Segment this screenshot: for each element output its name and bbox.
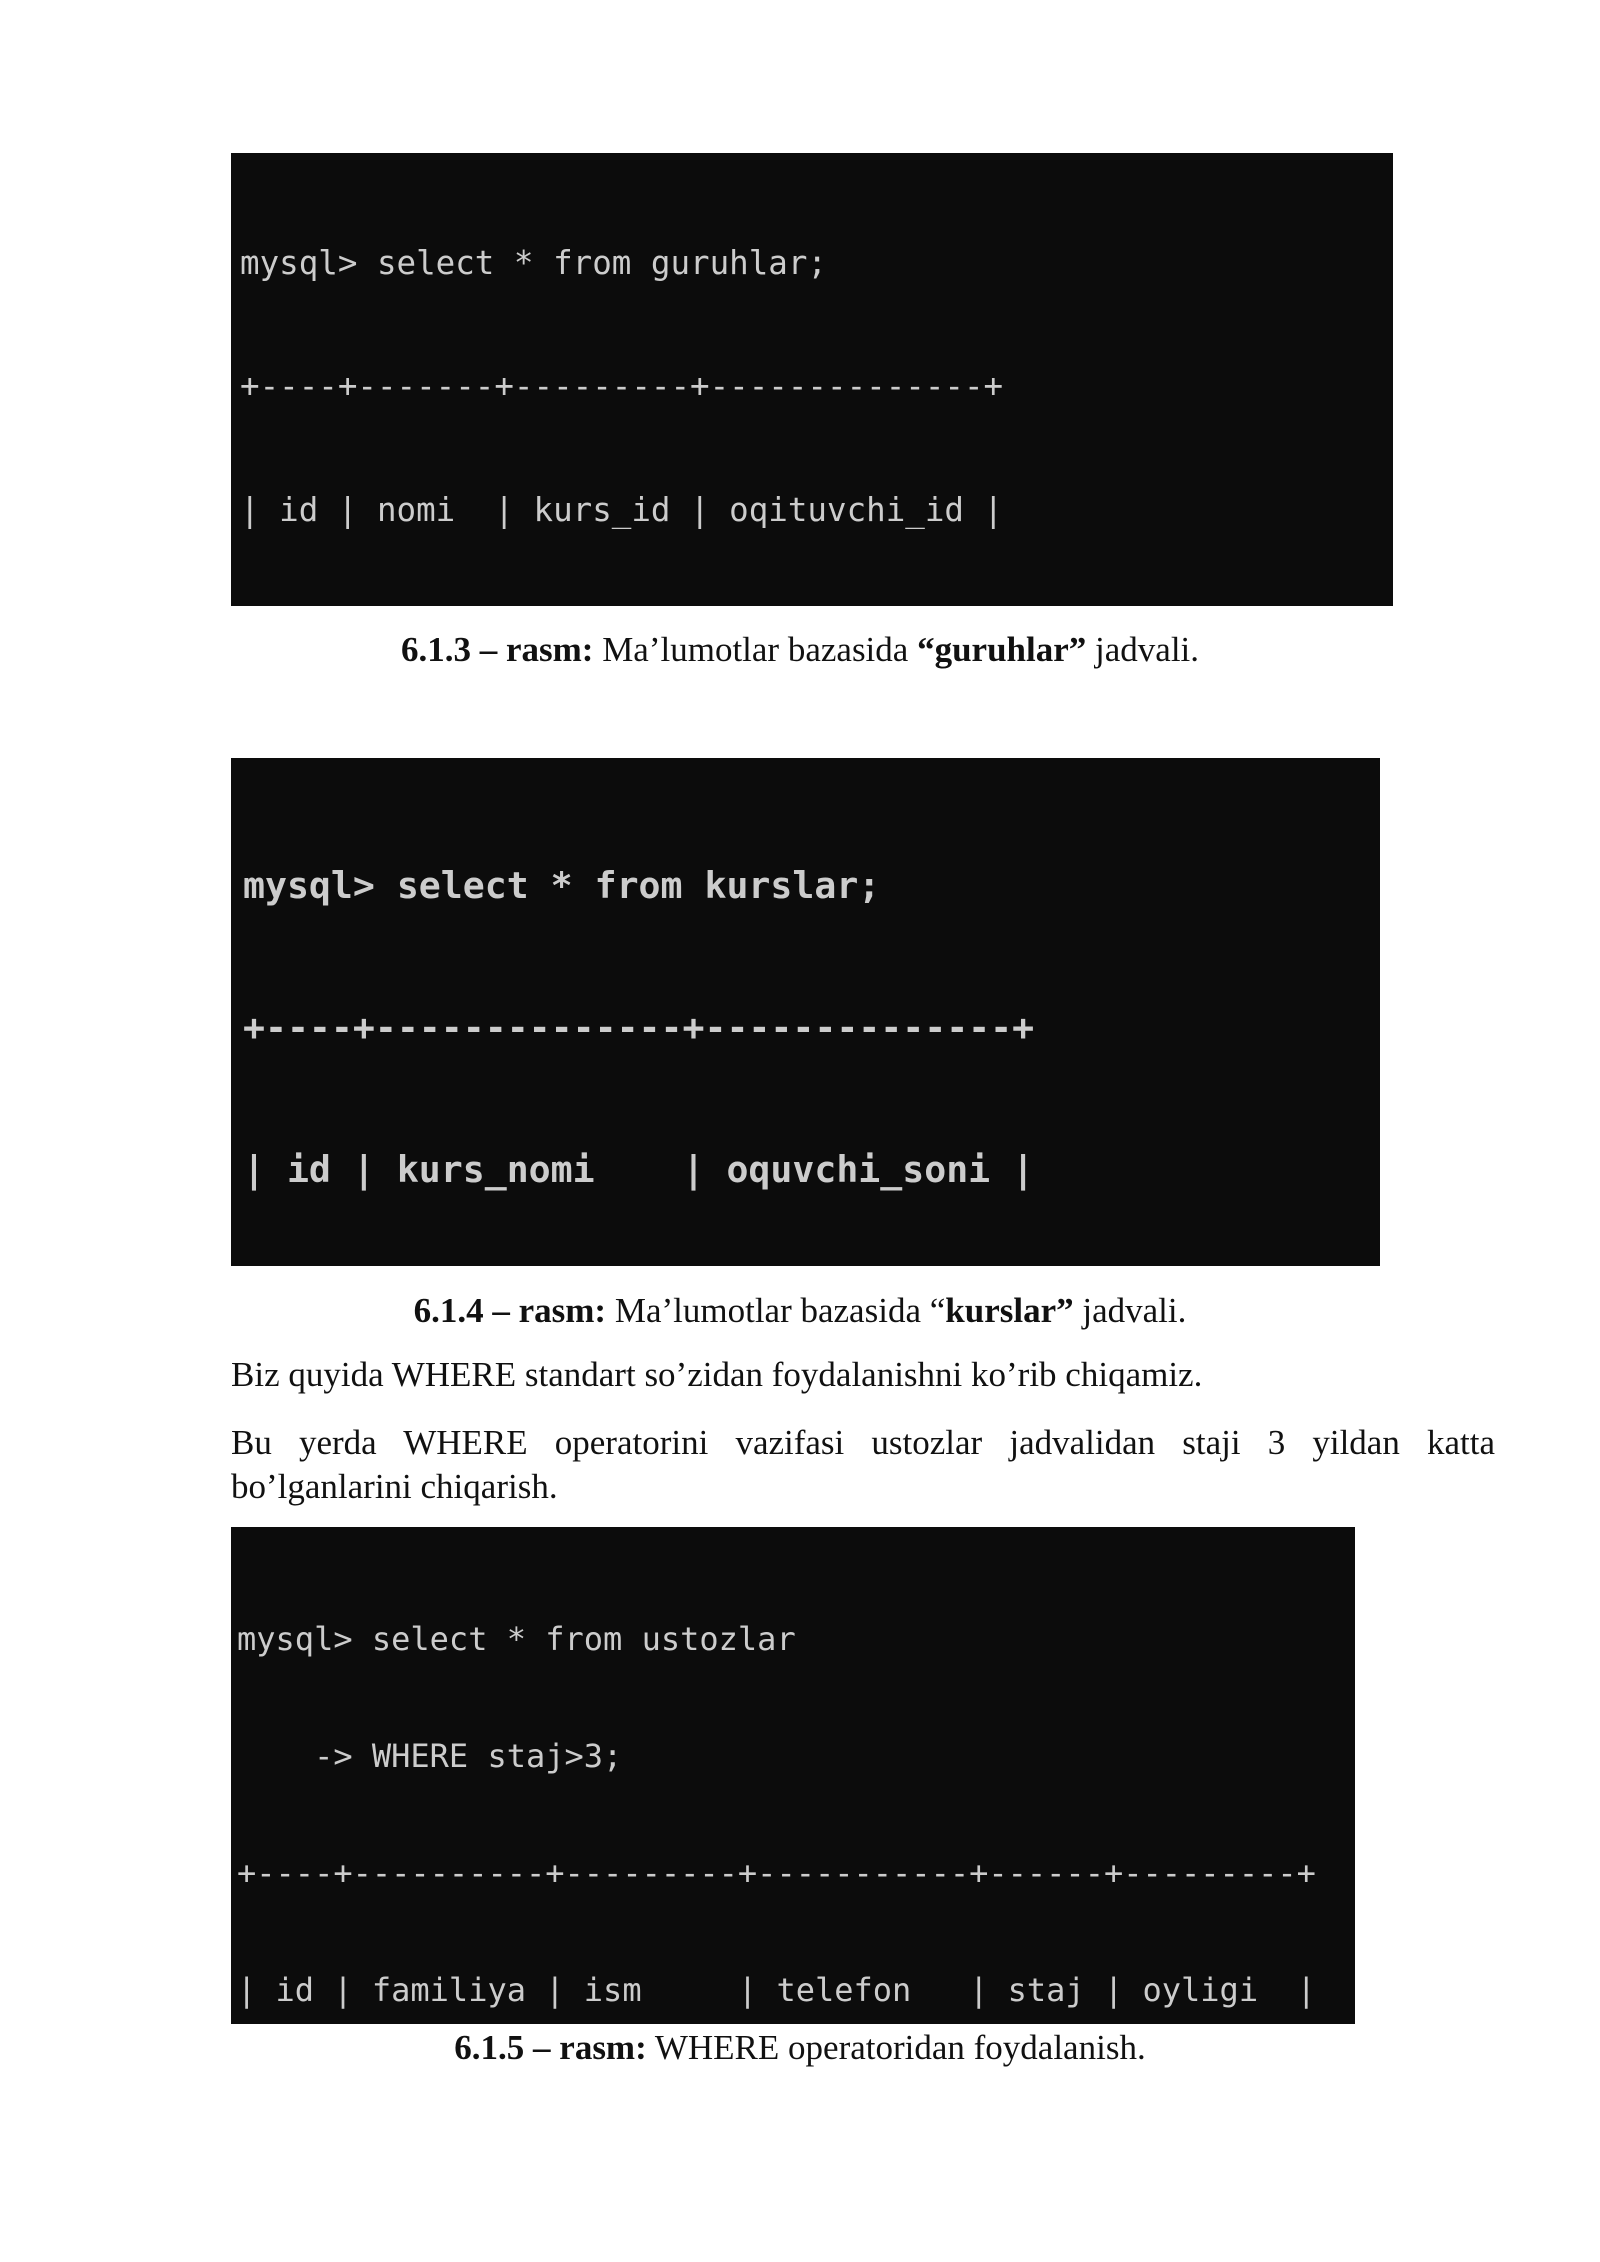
caption-text: Ma’lumotlar bazasida “ (606, 1291, 946, 1330)
figure-caption (0, 1289, 1600, 1333)
terminal-line: | id | nomi | kurs_id | oqituvchi_id | (240, 490, 1004, 529)
body-paragraph: Biz quyida WHERE standart so’zidan foydalanishni ko’rib chiqamiz. (231, 1355, 1203, 1394)
body-paragraph: Bu yerda WHERE operatorini vazifasi ustozlar jadvalidan staji 3 yildan katta bo’lganlarini chiqarish. (231, 1423, 1495, 1506)
caption-number: 6.1.3 – rasm: (400, 630, 594, 669)
figure-caption (0, 628, 1600, 672)
terminal-line: | id | kurs_nomi | oquvchi_soni | (243, 1147, 1035, 1191)
terminal-line: mysql> select * from guruhlar; (240, 244, 827, 283)
caption-text-end: jadvali. (1073, 1291, 1187, 1330)
caption-text-end: jadvali. (1086, 630, 1200, 669)
caption-number: 6.1.5 – rasm: (454, 2028, 647, 2067)
terminal-line: +----+-------+---------+--------------+ (240, 367, 1004, 406)
terminal-line: mysql> select * from kurslar; (243, 864, 881, 908)
terminal-line: | id | familiya | ism | telefon | staj | oyligi | (237, 1971, 1316, 2009)
caption-highlight: kurslar” (945, 1291, 1074, 1330)
caption-highlight: “guruhlar” (917, 630, 1087, 669)
figure-caption (0, 2026, 1600, 2070)
terminal-kurslar (231, 758, 1380, 1266)
terminal-line: mysql> select * from ustozlar (237, 1620, 796, 1658)
caption-number: 6.1.4 – rasm: (413, 1291, 607, 1330)
terminal-line: +----+--------------+--------------+ (243, 1006, 1035, 1050)
caption-text: Ma’lumotlar bazasida (593, 630, 918, 669)
caption-text: WHERE operatoridan foydalanish. (646, 2028, 1146, 2067)
terminal-line: +----+----------+---------+-----------+------+---------+ (237, 1854, 1316, 1892)
terminal-line: -> WHERE staj>3; (237, 1737, 623, 1775)
terminal-ustozlar (231, 1527, 1355, 2024)
terminal-guruhlar (231, 153, 1393, 606)
